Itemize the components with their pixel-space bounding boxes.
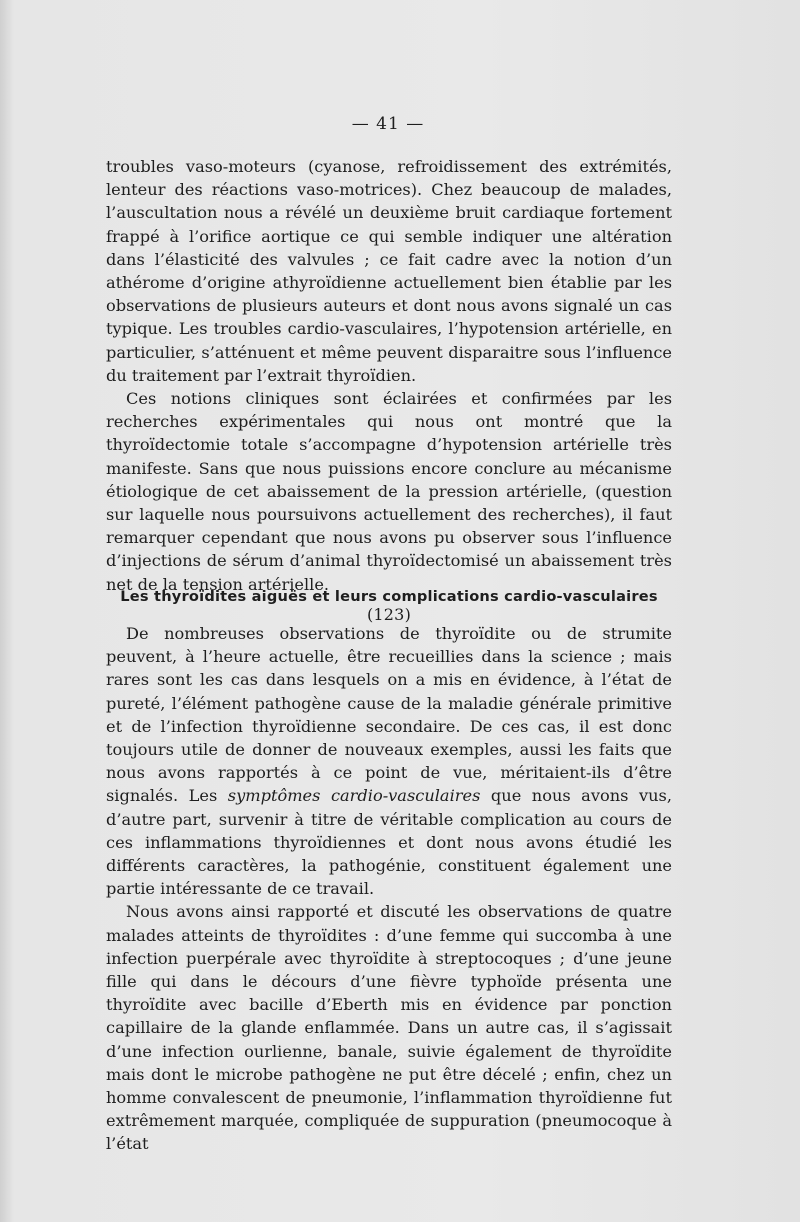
paragraph-experimental: Ces notions cliniques sont éclairées et confirmées par les recherches expérimentales qui nous ont montré que la thyroïdectomie totale s’accompagne d’hypotension artérielle très manifeste. Sans que nous puissions encore conclure au mécanisme étiologique de cet abaissement de la pression artérielle, (question sur laquelle nous poursuivons actuellement des recherches), il faut remarquer cependant que nous avons pu observer sous l’influence d’injections de sérum d’animal thyroïdectomisé un abaissement très net de la tension artérielle. — [106, 389, 672, 594]
paragraph-cases: Nous avons ainsi rapporté et discuté les observations de quatre malades atteints de thyroïdites : d’une femme qui succomba à une infection puerpérale avec thyroïdite à streptocoques ; d’une jeune fille qui dans le décours d’une fièvre typhoïde présenta une thyroïdite avec bacille d’Eberth mis en évidence par ponction capillaire de la glande enflammée. Dans un autre cas, il s’agissait d’une infection ourlienne, banale, suivie également de thyroïdite mais dont le microbe pathogène ne put être décelé ; enfin, chez un homme convalescent de pneumonie, l’inflammation thyroïdienne fut extrêmement marquée, compliquée de suppuration (pneumocoque à l’état — [106, 902, 672, 1154]
page-number: — 41 — — [351, 114, 425, 134]
paragraph-observations-end: que nous avons vus, d’autre part, survenir à titre de véritable complication au cours de ces inflammations thyroïdiennes et dont nous avons étudié les différents caractères, la pathogénie, constituent également une partie intéressante de ce travail. — [106, 786, 672, 899]
body-text-section-1 — [106, 155, 672, 596]
section-heading-text: Les thyroïdites aiguës et leurs complications cardio-vasculaires — [120, 588, 658, 605]
italic-phrase: symptômes cardio-vasculaires — [227, 786, 481, 806]
paragraph-continued: troubles vaso-moteurs (cyanose, refroidissement des extrémités, lenteur des réactions vaso-motrices). Chez beaucoup de malades, l’auscultation nous a révélé un deuxième bruit cardiaque fortement frappé à l’orifice aortique ce qui semble indiquer une altération dans l’élasticité des valvules ; ce fait cadre avec la notion d’un athérome d’origine athyroïdienne actuellement bien établie par les observations de plusieurs auteurs et dont nous avons signalé un cas typique. Les troubles cardio-vasculaires, l’hypotension artérielle, en particulier, s’atténuent et même peuvent disparaitre sous l’influence du traitement par l’extrait thyroïdien. — [106, 157, 672, 385]
paragraph-observations-start: De nombreuses observations de thyroïdite ou de strumite peuvent, à l’heure actuelle, être recueillies dans la science ; mais rares sont les cas dans lesquels on a mis en évidence, à l’état de pureté, l’élément pathogène cause de la maladie générale primitive et de l’infection thyroïdienne secondaire. De ces cas, il est donc toujours utile de donner de nouveaux exemples, aussi les faits que nous avons rapportés à ce point de vue, méritaient-ils d’être signalés. Les — [106, 624, 672, 806]
body-text-section-2 — [106, 622, 672, 1156]
paragraph-observations — [106, 622, 672, 900]
section-heading-ref: (123) — [366, 605, 412, 624]
section-heading — [106, 588, 672, 624]
